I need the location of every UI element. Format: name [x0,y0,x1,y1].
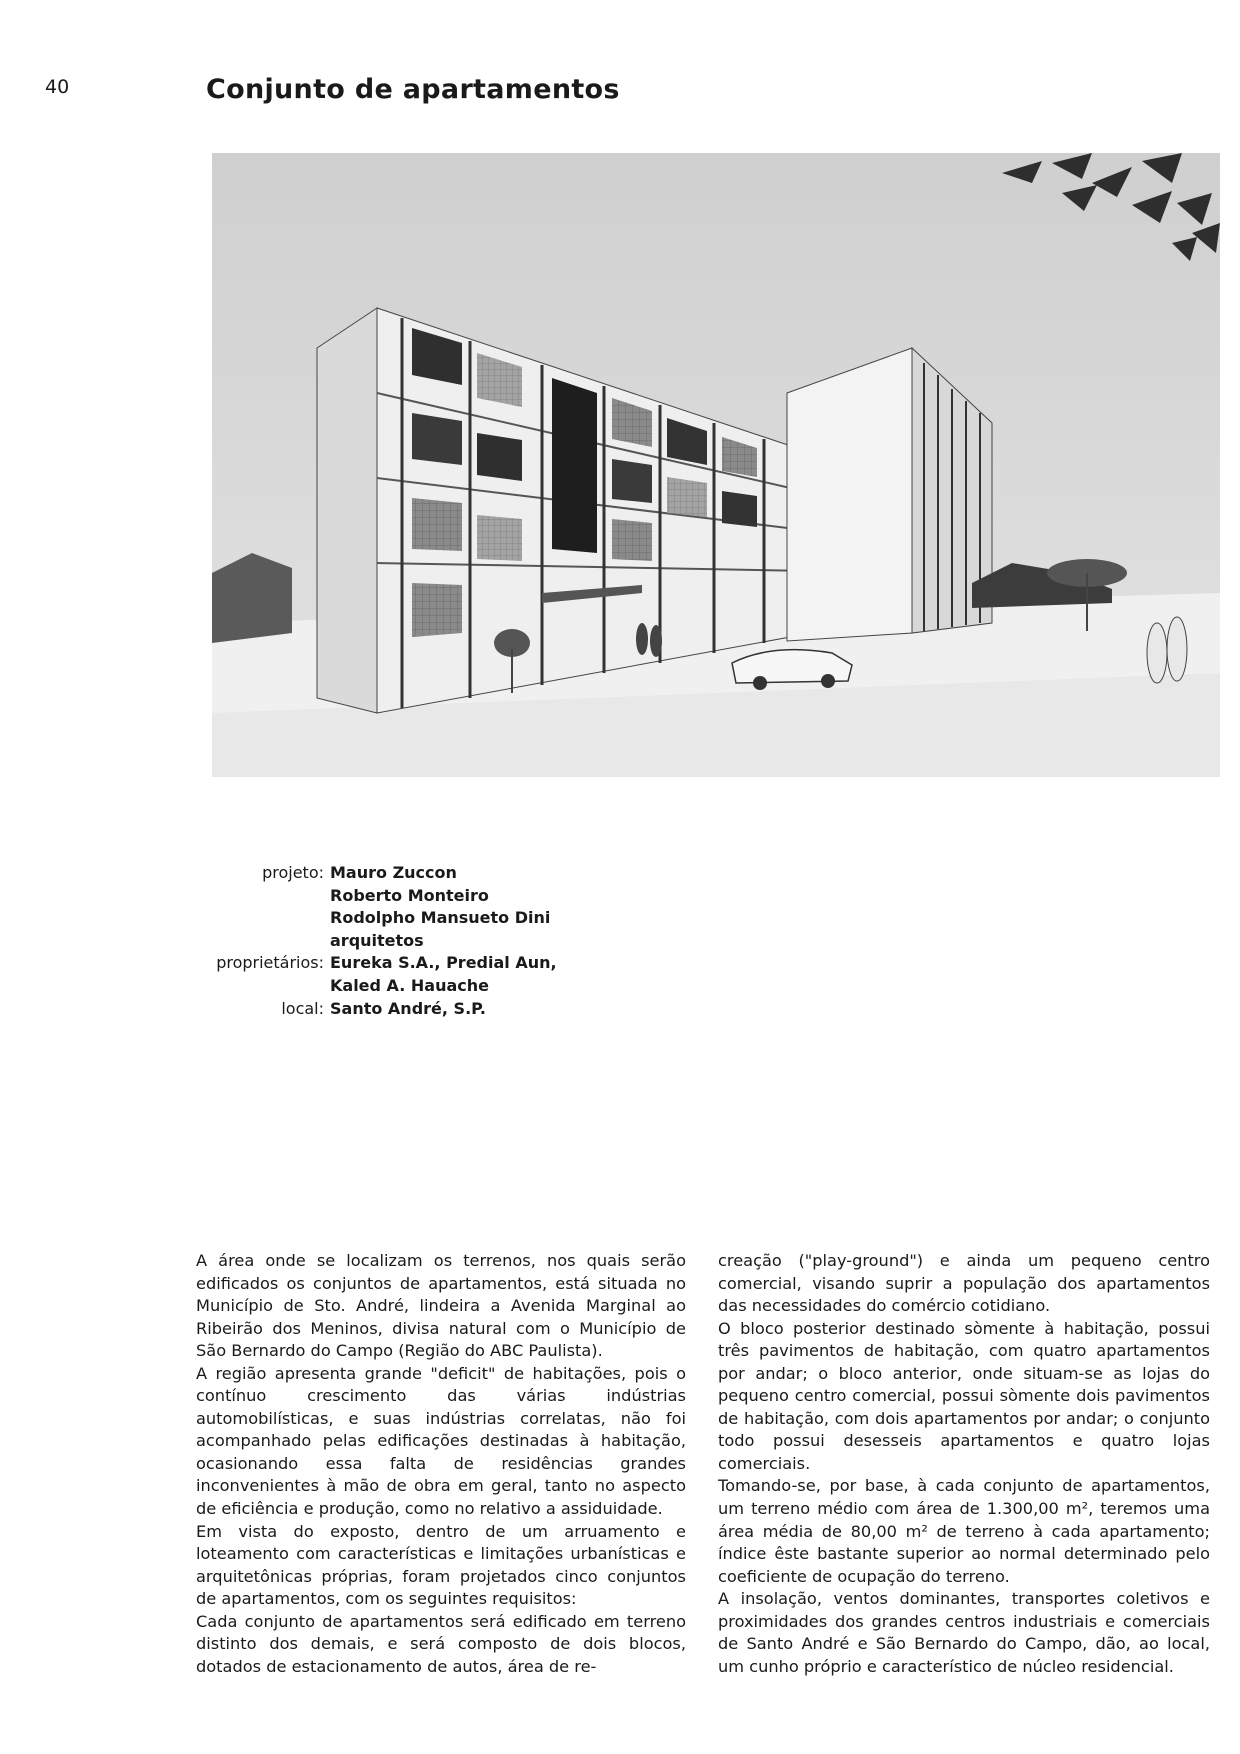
project-credits [180,862,557,1020]
credit-row [180,885,557,908]
body-paragraph: Cada conjunto de apartamentos será edificado em terreno distinto dos demais, e será composto de dois blocos, dotados de estacionamento de autos, área de re- [196,1611,686,1676]
credit-row [180,998,557,1021]
body-paragraph: Tomando-se, por base, à cada conjunto de apartamentos, um terreno médio com área de 1.300,00 m², teremos uma área média de 80,00 m² de terreno à cada apartamento; índice êste bastante superior ao normal determinado pelo coeficiente de ocupação do terreno. [718,1476,1210,1586]
credit-label: projeto: [262,863,324,882]
body-paragraph: O bloco posterior destinado sòmente à habitação, possui três pavimentos de habitação, com quatro apartamentos por andar; o bloco anterior, onde situam-se as lojas do pequeno centro comercial, possui sòmente dois pavimentos de habitação, com dois apartamentos por andar; o conjunto todo possui desesseis apartamentos e quatro lojas comerciais. [718,1318,1210,1473]
body-paragraph: A área onde se localizam os terrenos, nos quais serão edificados os conjuntos de apartamentos, está situada no Município de Sto. André, lindeira a Avenida Marginal ao Ribeirão dos Meninos, divisa natural com o Município de São Bernardo do Campo (Região do ABC Paulista). [196,1251,686,1361]
credit-value: Eureka S.A., Predial Aun, [330,953,557,973]
credit-label: proprietários: [216,953,324,973]
credit-label: local: [281,998,324,1018]
credit-value: Roberto Monteiro [330,885,489,905]
credit-value: Santo André, S.P. [330,998,487,1018]
body-text-right-column [718,1250,1210,1678]
credit-label [180,907,330,930]
credit-value: Mauro Zuccon [330,863,457,882]
body-paragraph: A região apresenta grande "deficit" de habitações, pois o contínuo crescimento das várias indústrias automobilísticas, e suas indústrias correlatas, não foi acompanhado pelas edificações destinadas à habitação, ocasionando essa falta de residências grandes inconvenientes à mão de obra em geral, tanto no aspecto de eficiência e produção, como no relativo a assiduidade. [196,1363,686,1519]
credit-row [180,862,557,885]
credit-value: Rodolpho Mansueto Dini [330,908,551,928]
credit-value: Kaled A. Hauache [330,975,489,995]
body-paragraph: creação ("play-ground") e ainda um pequeno centro comercial, visando suprir a população dos apartamentos das necessidades do comércio cotidiano. [718,1251,1210,1316]
credit-value: arquitetos [330,930,424,950]
page-number: 40 [45,76,70,98]
credit-label [180,885,330,908]
body-text-left-column [196,1250,686,1678]
credit-label [180,930,330,953]
body-paragraph: Em vista do exposto, dentro de um arruamento e loteamento com características e limitações urbanísticas e arquitetônicas próprias, foram projetados cinco conjuntos de apartamentos, com os seguintes requisitos: [196,1521,686,1609]
credit-row [180,975,557,998]
page-title: Conjunto de apartamentos [206,74,620,105]
credit-row [180,907,557,930]
credit-row [180,952,557,975]
body-paragraph: A insolação, ventos dominantes, transportes coletivos e proximidades dos grandes centros industriais e comerciais de Santo André e São Bernardo do Campo, dão, ao local, um cunho próprio e característico de núcleo residencial. [718,1589,1210,1676]
architectural-rendering [212,153,1220,777]
credit-label [180,975,330,998]
credit-row [180,930,557,953]
